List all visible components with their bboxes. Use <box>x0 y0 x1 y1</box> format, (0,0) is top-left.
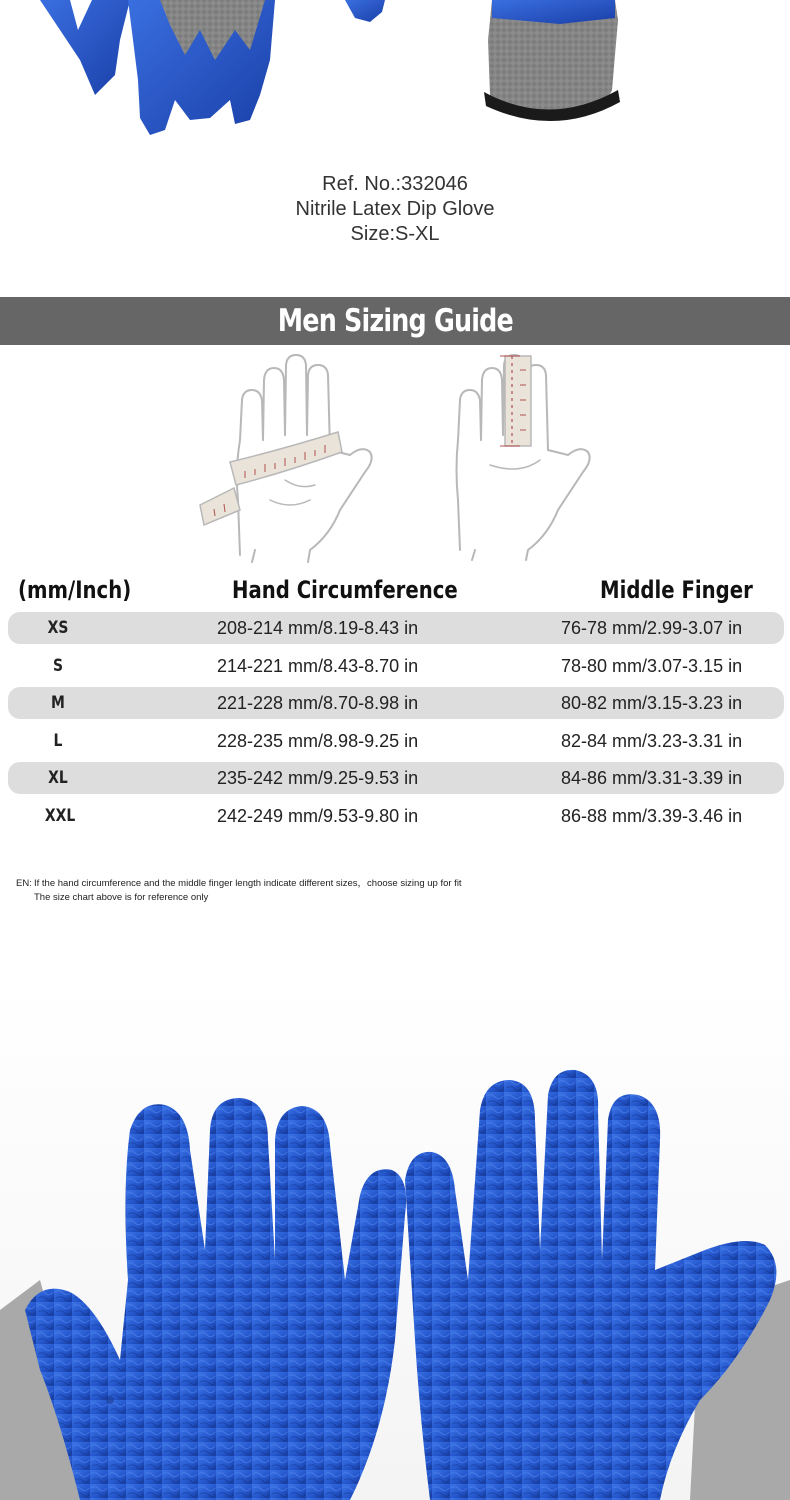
table-row <box>8 725 784 757</box>
product-name: Nitrile Latex Dip Glove <box>295 198 495 220</box>
finger-value: 82-84 mm/3.23-3.31 in <box>561 730 743 751</box>
tape-measure-wrist <box>200 432 342 525</box>
table-row <box>8 650 784 682</box>
finger-value: 78-80 mm/3.07-3.15 in <box>561 655 743 676</box>
table-row <box>8 800 784 832</box>
bottom-glove-photo <box>0 980 790 1500</box>
note-line-2: The size chart above is for reference only <box>34 892 209 903</box>
sizing-note <box>16 877 462 905</box>
note-line-1: If the hand circumference and the middle finger length indicate different sizes，choose sizing up for fit <box>34 878 462 889</box>
header-middle-finger: Middle Finger <box>600 576 753 604</box>
hand-value: 228-235 mm/8.98-9.25 in <box>217 730 419 751</box>
finger-value: 86-88 mm/3.39-3.46 in <box>561 805 743 826</box>
product-size: Size:S-XL <box>350 223 440 245</box>
hand-value: 242-249 mm/9.53-9.80 in <box>217 805 419 826</box>
size-label: S <box>52 655 64 676</box>
hand-value: 214-221 mm/8.43-8.70 in <box>217 655 419 676</box>
size-label: XL <box>48 768 68 789</box>
header-unit: (mm/Inch) <box>18 576 132 604</box>
size-label: XXL <box>44 805 76 826</box>
size-table <box>8 572 784 838</box>
note-language-tag: EN: <box>16 878 32 889</box>
table-row <box>8 687 784 719</box>
hand-value: 208-214 mm/8.19-8.43 in <box>217 618 419 638</box>
table-row <box>8 612 784 644</box>
size-label: M <box>51 693 65 714</box>
hand-measurement-diagram <box>190 350 600 565</box>
tape-measure-finger <box>500 356 531 446</box>
finger-value: 80-82 mm/3.15-3.23 in <box>561 693 743 714</box>
hand-value: 235-242 mm/9.25-9.53 in <box>217 768 419 789</box>
top-glove-photo <box>0 0 790 150</box>
finger-value: 76-78 mm/2.99-3.07 in <box>561 618 743 638</box>
size-table-header <box>8 572 784 612</box>
finger-value: 84-86 mm/3.31-3.39 in <box>561 768 743 789</box>
hand-value: 221-228 mm/8.70-8.98 in <box>217 693 419 714</box>
table-row <box>8 762 784 794</box>
sizing-guide-banner <box>0 297 790 345</box>
size-label: L <box>53 730 63 751</box>
header-hand-circumference: Hand Circumference <box>232 576 458 604</box>
size-label: XS <box>47 618 69 638</box>
product-info <box>0 172 790 247</box>
sizing-guide-title: Men Sizing Guide <box>277 303 513 339</box>
product-ref: Ref. No.:332046 <box>322 173 468 195</box>
